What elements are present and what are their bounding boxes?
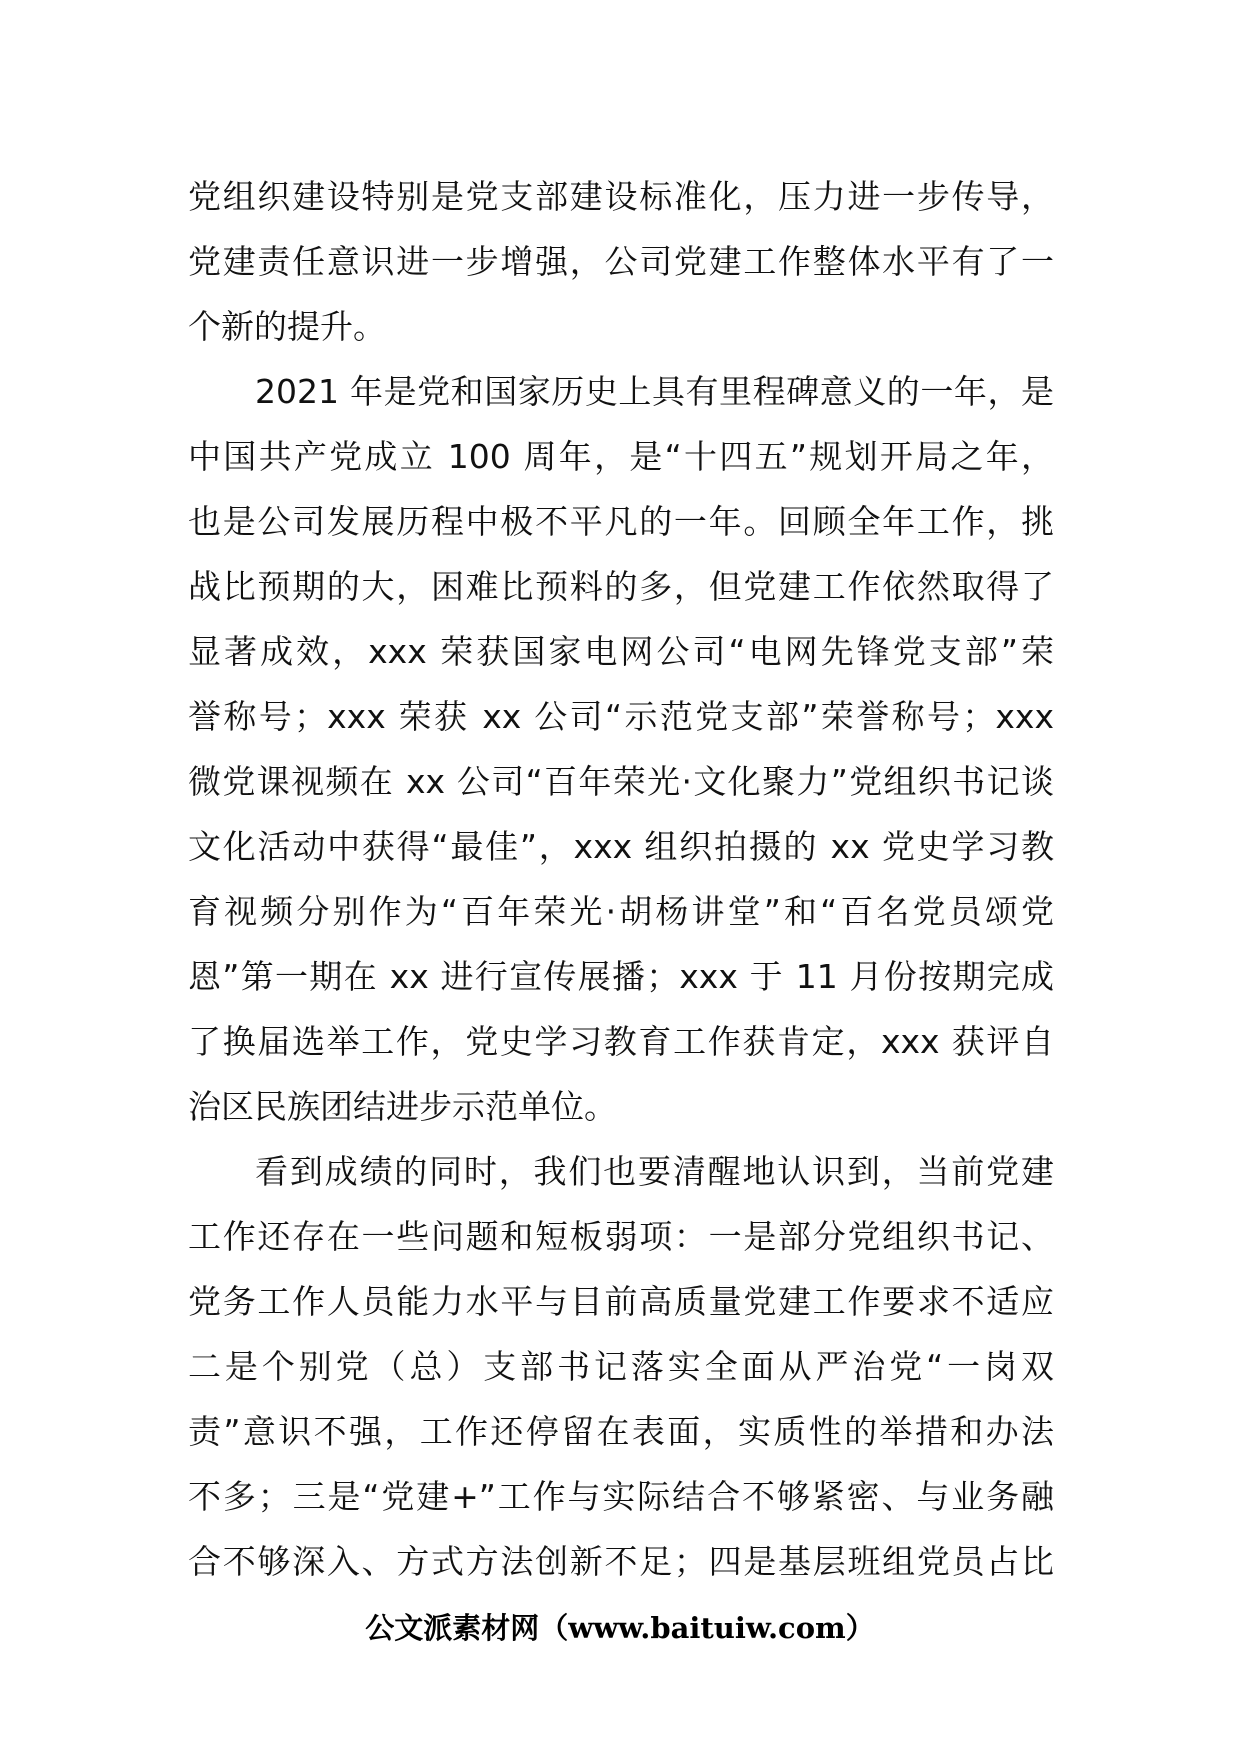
paragraph-line: 战比预期的大，困难比预料的多，但党建工作依然取得了 <box>188 567 1054 606</box>
paragraph-line: 中国共产党成立 100 周年，是“十四五”规划开局之年， <box>188 437 1054 476</box>
paragraph-line: 党务工作人员能力水平与目前高质量党建工作要求不适应 <box>188 1282 1054 1321</box>
paragraph-line: 了换届选举工作，党史学习教育工作获肯定，xxx 获评自 <box>188 1022 1054 1061</box>
page-footer: 公文派素材网（www.baituiw.com） <box>365 1611 875 1645</box>
document-body <box>188 164 1054 1594</box>
paragraph-line: 工作还存在一些问题和短板弱项：一是部分党组织书记、 <box>188 1217 1054 1256</box>
paragraph-line: 恩”第一期在 xx 进行宣传展播；xxx 于 11 月份按期完成 <box>188 957 1054 996</box>
paragraph-line: 2021 年是党和国家历史上具有里程碑意义的一年，是 <box>255 372 1054 411</box>
paragraph-line: 党组织建设特别是党支部建设标准化，压力进一步传导， <box>188 177 1054 216</box>
paragraph-line: 微党课视频在 xx 公司“百年荣光·文化聚力”党组织书记谈 <box>188 762 1054 801</box>
paragraph-line: 责”意识不强，工作还停留在表面，实质性的举措和办法 <box>188 1412 1054 1451</box>
paragraph-line: 治区民族团结进步示范单位。 <box>188 1087 617 1126</box>
paragraph-line: 个新的提升。 <box>188 307 386 346</box>
paragraph-line: 党建责任意识进一步增强，公司党建工作整体水平有了一 <box>188 242 1054 281</box>
paragraph-line: 也是公司发展历程中极不平凡的一年。回顾全年工作，挑 <box>188 502 1054 541</box>
paragraph-line: 合不够深入、方式方法创新不足；四是基层班组党员占比 <box>188 1542 1054 1581</box>
paragraph-line: 文化活动中获得“最佳”，xxx 组织拍摄的 xx 党史学习教 <box>188 827 1054 866</box>
paragraph-line: 誉称号；xxx 荣获 xx 公司“示范党支部”荣誉称号；xxx <box>188 697 1054 736</box>
paragraph-line: 育视频分别作为“百年荣光·胡杨讲堂”和“百名党员颂党 <box>188 892 1054 931</box>
paragraph-line: 不多；三是“党建+”工作与实际结合不够紧密、与业务融 <box>188 1477 1054 1516</box>
paragraph-line: 显著成效，xxx 荣获国家电网公司“电网先锋党支部”荣 <box>188 632 1054 671</box>
paragraph-line: 看到成绩的同时，我们也要清醒地认识到，当前党建 <box>255 1152 1054 1191</box>
paragraph-line: 二是个别党（总）支部书记落实全面从严治党“一岗双 <box>188 1347 1054 1386</box>
